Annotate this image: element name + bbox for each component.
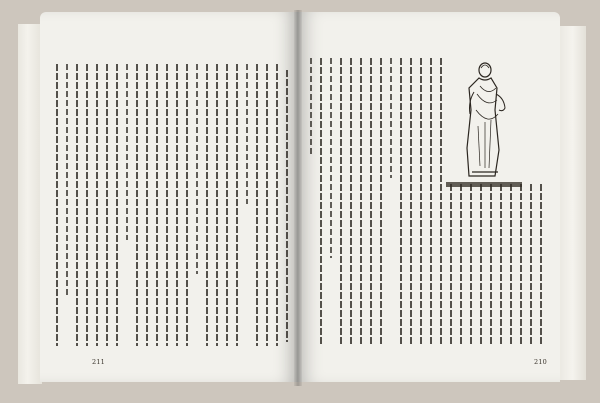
text-column — [330, 58, 332, 258]
text-column — [430, 58, 432, 344]
text-column — [320, 58, 322, 344]
text-column — [236, 64, 238, 346]
right-page-body-text — [310, 56, 548, 352]
text-column — [96, 64, 98, 346]
text-column — [540, 184, 542, 344]
book-page-edges-left — [18, 24, 42, 384]
text-column — [56, 64, 58, 346]
text-column — [186, 64, 188, 346]
text-column — [286, 70, 288, 342]
text-column — [350, 58, 352, 344]
text-column — [166, 64, 168, 346]
text-column — [206, 64, 208, 346]
text-column — [256, 64, 258, 346]
text-column — [340, 58, 342, 344]
text-column — [310, 58, 312, 154]
text-column — [370, 58, 372, 344]
text-column — [380, 58, 382, 344]
left-page-body-text — [54, 62, 288, 350]
text-column — [360, 58, 362, 344]
text-column — [410, 58, 412, 344]
text-column — [76, 64, 78, 346]
text-column — [246, 64, 248, 204]
text-column — [390, 58, 392, 178]
text-column — [126, 64, 128, 240]
left-page-number: 211 — [92, 358, 106, 366]
text-column — [470, 184, 472, 344]
text-column — [420, 58, 422, 344]
text-column — [510, 184, 512, 344]
text-column — [530, 184, 532, 344]
text-column — [500, 184, 502, 344]
text-column — [176, 64, 178, 346]
text-column — [226, 64, 228, 346]
text-column — [136, 64, 138, 346]
text-column — [216, 64, 218, 346]
book-gutter — [294, 10, 302, 386]
text-column — [266, 64, 268, 346]
text-column — [440, 58, 442, 344]
text-column — [480, 184, 482, 344]
text-column — [196, 64, 198, 274]
book-page-edges-right — [556, 26, 586, 380]
text-column — [520, 184, 522, 344]
text-column — [450, 184, 452, 344]
text-column — [156, 64, 158, 346]
text-column — [400, 58, 402, 344]
text-column — [86, 64, 88, 346]
text-column — [116, 64, 118, 346]
right-page-number: 210 — [534, 358, 548, 366]
text-column — [490, 184, 492, 344]
text-column — [460, 184, 462, 344]
roman-statue-illustration — [458, 60, 510, 180]
text-column — [66, 64, 68, 296]
illustration-caption — [446, 182, 522, 187]
text-column — [146, 64, 148, 346]
text-column — [276, 64, 278, 346]
text-column — [106, 64, 108, 346]
